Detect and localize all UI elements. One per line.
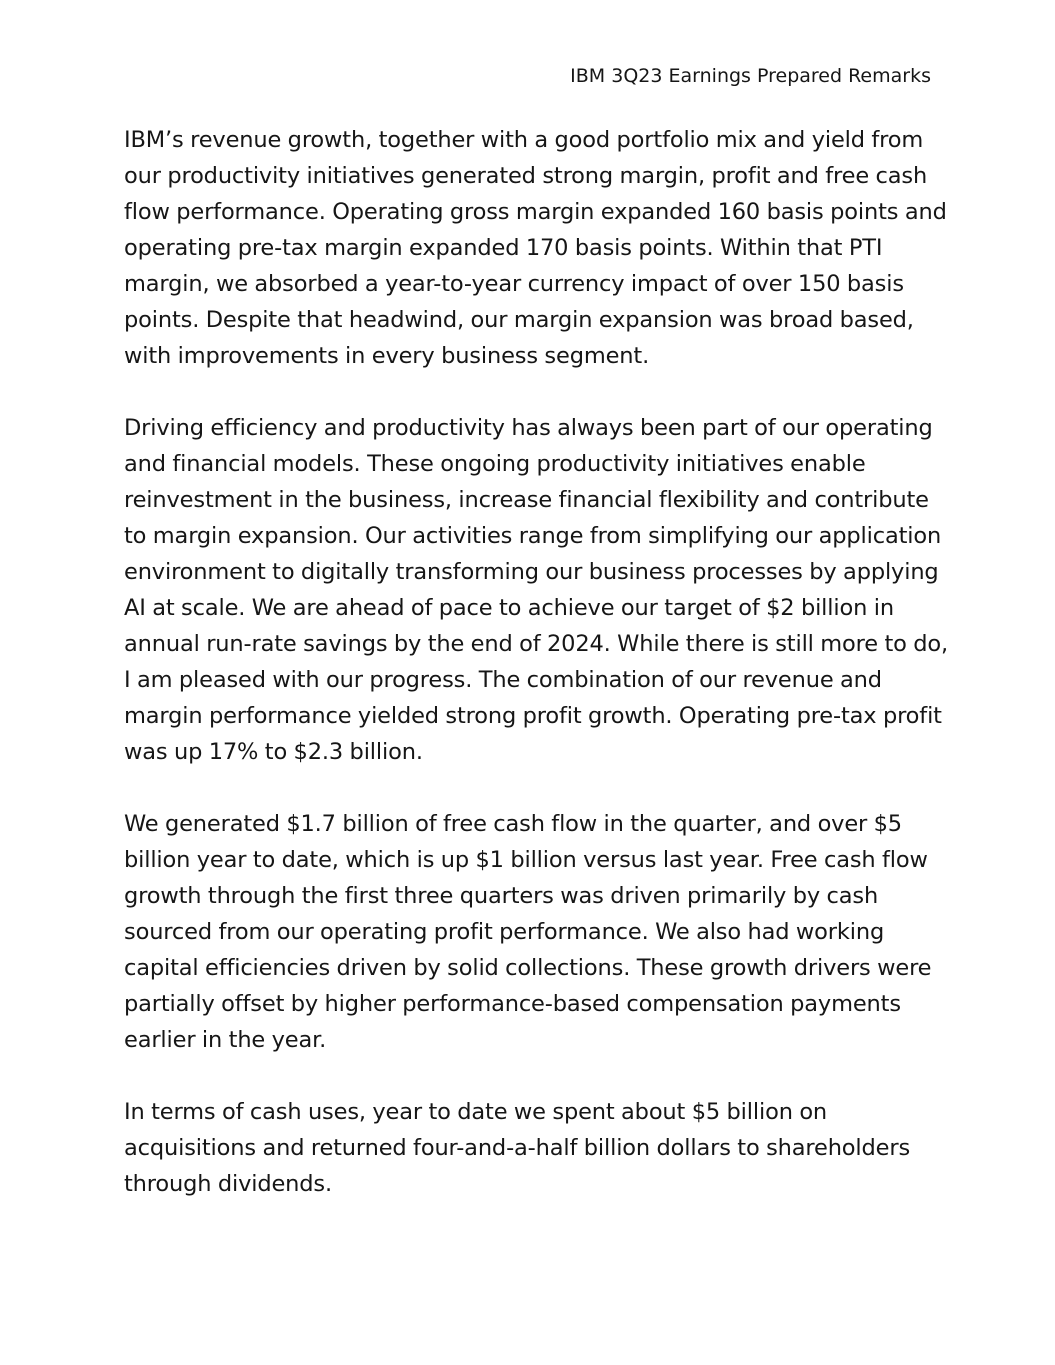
text-line: sourced from our operating profit performance. We also had working — [124, 919, 885, 945]
text-line: billion year to date, which is up $1 billion versus last year. Free cash flow — [124, 847, 928, 873]
text-line: reinvestment in the business, increase financial flexibility and contribute — [124, 487, 929, 513]
text-line: our productivity initiatives generated strong margin, profit and free cash — [124, 163, 928, 189]
paragraph-free-cash-flow — [124, 806, 932, 1058]
text-line: with improvements in every business segment. — [124, 343, 650, 369]
text-line: points. Despite that headwind, our margin expansion was broad based, — [124, 307, 914, 333]
text-line: earlier in the year. — [124, 1027, 327, 1053]
text-line: IBM’s revenue growth, together with a good portfolio mix and yield from — [124, 127, 924, 153]
text-line: Driving efficiency and productivity has always been part of our operating — [124, 415, 933, 441]
text-line: margin, we absorbed a year-to-year currency impact of over 150 basis — [124, 271, 904, 297]
text-line: through dividends. — [124, 1171, 333, 1197]
paragraph-margin-performance — [124, 122, 947, 374]
paragraph-cash-uses — [124, 1094, 929, 1202]
paragraph-productivity — [124, 410, 948, 770]
text-line: to margin expansion. Our activities range from simplifying our application — [124, 523, 942, 549]
text-line: acquisitions and returned four-and-a-half billion dollars to shareholders — [124, 1135, 911, 1161]
document-body — [124, 122, 948, 1238]
text-line: was up 17% to $2.3 billion. — [124, 739, 423, 765]
text-line: operating pre-tax margin expanded 170 basis points. Within that PTI — [124, 235, 883, 261]
text-line: growth through the first three quarters was driven primarily by cash — [124, 883, 879, 909]
text-line: environment to digitally transforming our business processes by applying — [124, 559, 939, 585]
text-line: annual run-rate savings by the end of 2024. While there is still more to do, — [124, 631, 948, 657]
text-line: capital efficiencies driven by solid collections. These growth drivers were — [124, 955, 932, 981]
text-line: I am pleased with our progress. The combination of our revenue and — [124, 667, 882, 693]
text-line: margin performance yielded strong profit growth. Operating pre-tax profit — [124, 703, 942, 729]
text-line: In terms of cash uses, year to date we spent about $5 billion on — [124, 1099, 828, 1125]
text-line: and financial models. These ongoing productivity initiatives enable — [124, 451, 866, 477]
text-line: AI at scale. We are ahead of pace to achieve our target of $2 billion in — [124, 595, 894, 621]
page-header-title: IBM 3Q23 Earnings Prepared Remarks — [570, 65, 931, 87]
text-line: We generated $1.7 billion of free cash flow in the quarter, and over $5 — [124, 811, 902, 837]
text-line: partially offset by higher performance-based compensation payments — [124, 991, 901, 1017]
text-line: flow performance. Operating gross margin expanded 160 basis points and — [124, 199, 947, 225]
